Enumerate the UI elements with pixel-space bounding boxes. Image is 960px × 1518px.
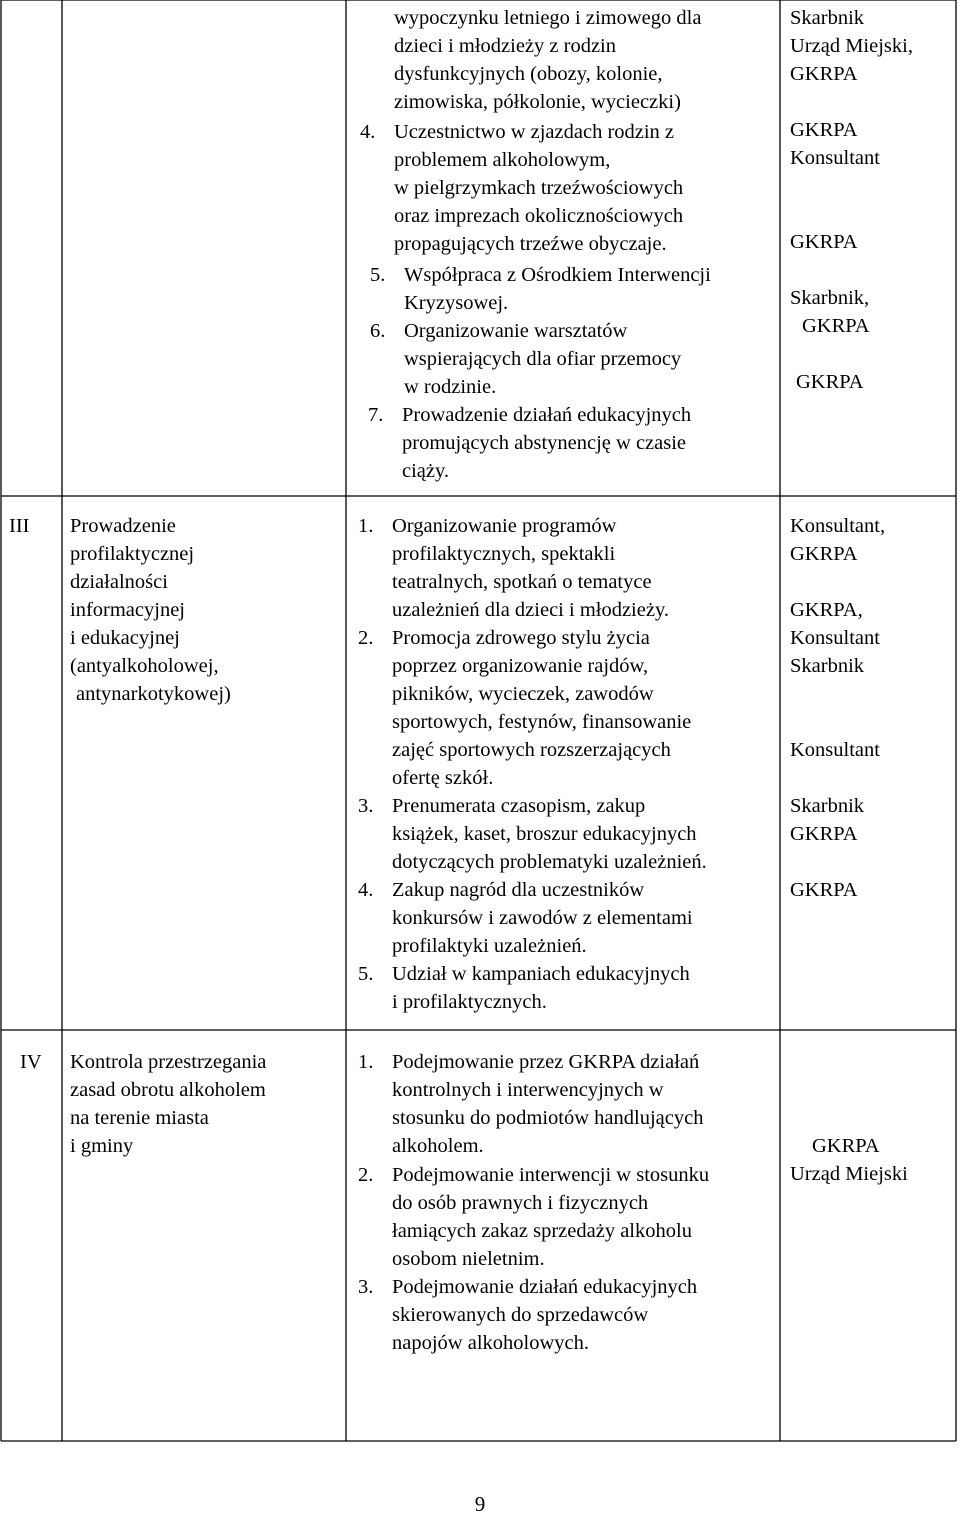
action-item [358, 792, 707, 876]
responsible-text [790, 568, 952, 596]
responsible-text: GKRPA [796, 371, 864, 393]
action-item [358, 960, 690, 1016]
item-number: 2. [358, 1164, 374, 1186]
action-text: Uczestnictwo w zjazdach rodzin z [394, 121, 675, 143]
action-text: Prowadzenie działań edukacyjnych [402, 404, 692, 426]
action-text: Podejmowanie interwencji w stosunku [392, 1164, 710, 1186]
action-text: Promocja zdrowego stylu życia [392, 627, 650, 649]
action-text: Współpraca z Ośrodkiem Interwencji [404, 264, 711, 286]
row-iii-number: III [9, 515, 30, 537]
task-text: Prowadzenie [70, 515, 176, 537]
responsible-text [790, 848, 952, 876]
action-item [358, 512, 669, 624]
action-text: kontrolnych i interwencyjnych w [392, 1079, 664, 1101]
action-text: łamiących zakaz sprzedaży alkoholu [392, 1220, 692, 1242]
item-number: 3. [358, 795, 374, 817]
action-text: skierowanych do sprzedawców [392, 1304, 649, 1326]
action-item [358, 624, 691, 792]
task-text: profilaktycznej [70, 543, 195, 565]
action-text: Podejmowanie działań edukacyjnych [392, 1276, 698, 1298]
action-item [360, 4, 701, 116]
action-text: Prenumerata czasopism, zakup [392, 795, 646, 817]
action-text: promujących abstynencję w czasie [402, 432, 687, 454]
responsible-text: Konsultant, [790, 515, 886, 537]
row-top-responsible [790, 4, 952, 396]
responsible-text: Urząd Miejski, [790, 35, 913, 57]
action-text: w rodzinie. [404, 376, 497, 398]
action-text: poprzez organizowanie rajdów, [392, 655, 649, 677]
row-iii-task [70, 512, 342, 708]
item-number: 4. [358, 879, 374, 901]
action-text: konkursów i zawodów z elementami [392, 907, 693, 929]
row-iv-responsible [790, 1048, 952, 1188]
action-text: Organizowanie warsztatów [404, 320, 628, 342]
action-text: w pielgrzymkach trzeźwościowych [394, 177, 684, 199]
action-item [368, 401, 691, 485]
task-text: działalności [70, 571, 168, 593]
action-text: oraz imprezach okolicznościowych [394, 205, 684, 227]
action-item [358, 1161, 709, 1273]
action-text: Kryzysowej. [404, 292, 509, 314]
item-number: 5. [370, 264, 386, 286]
responsible-text: Konsultant [790, 147, 880, 169]
action-text: profilaktycznych, spektakli [392, 543, 616, 565]
row-iv-number: IV [20, 1051, 42, 1073]
responsible-text [790, 764, 952, 792]
action-text: alkoholem. [392, 1135, 484, 1157]
action-text: uzależnień dla dzieci i młodzieży. [392, 599, 669, 621]
responsible-text: Konsultant [790, 627, 880, 649]
responsible-text: GKRPA [790, 119, 858, 141]
action-text: do osób prawnych i fizycznych [392, 1192, 649, 1214]
item-number: 2. [358, 627, 374, 649]
responsible-text: Skarbnik [790, 7, 865, 29]
responsible-text: GKRPA [802, 315, 870, 337]
action-text: Organizowanie programów [392, 515, 617, 537]
responsible-text [790, 708, 952, 736]
action-item [370, 261, 711, 317]
responsible-text [790, 1048, 952, 1076]
responsible-text: GKRPA [812, 1135, 880, 1157]
responsible-text: GKRPA [790, 63, 858, 85]
action-text: profilaktyki uzależnień. [392, 935, 587, 957]
action-text: problemem alkoholowym, [394, 149, 611, 171]
action-text: Podejmowanie przez GKRPA działań [392, 1051, 700, 1073]
responsible-text: GKRPA, [790, 599, 863, 621]
responsible-text: GKRPA [790, 879, 858, 901]
action-item [360, 118, 683, 258]
item-number: 7. [368, 404, 384, 426]
task-text: antynarkotykowej) [76, 683, 231, 705]
task-text: na terenie miasta [70, 1107, 209, 1129]
action-item [358, 876, 693, 960]
responsible-text: Konsultant [790, 739, 880, 761]
action-text: pikników, wycieczek, zawodów [392, 683, 654, 705]
action-text: stosunku do podmiotów handlujących [392, 1107, 704, 1129]
action-item [358, 1048, 703, 1160]
responsible-text: GKRPA [790, 823, 858, 845]
responsible-text [790, 680, 952, 708]
action-text: Zakup nagród dla uczestników [392, 879, 645, 901]
action-text: dysfunkcyjnych (obozy, kolonie, [394, 63, 663, 85]
action-item [370, 317, 681, 401]
item-number: 4. [360, 121, 376, 143]
task-text: Kontrola przestrzegania [70, 1051, 267, 1073]
responsible-text [790, 256, 952, 284]
action-text: książek, kaset, broszur edukacyjnych [392, 823, 697, 845]
task-text: zasad obrotu alkoholem [70, 1079, 266, 1101]
action-text: ciąży. [402, 460, 450, 482]
action-text: ofertę szkół. [392, 767, 494, 789]
action-text: Udział w kampaniach edukacyjnych [392, 963, 690, 985]
responsible-text [790, 200, 952, 228]
responsible-text [790, 1104, 952, 1132]
task-text: informacyjnej [70, 599, 185, 621]
action-text: zimowiska, półkolonie, wycieczki) [394, 91, 681, 113]
responsible-text [790, 88, 952, 116]
action-text: teatralnych, spotkań o tematyce [392, 571, 652, 593]
action-text: dzieci i młodzieży z rodzin [394, 35, 616, 57]
action-text: wypoczynku letniego i zimowego dla [394, 7, 702, 29]
responsible-text: Skarbnik [790, 795, 865, 817]
responsible-text: Skarbnik, [790, 287, 870, 309]
action-text: i profilaktycznych. [392, 991, 547, 1013]
row-iii-responsible [790, 512, 952, 904]
action-text: dotyczących problematyki uzależnień. [392, 851, 707, 873]
action-item [358, 1273, 697, 1357]
item-number: 3. [358, 1276, 374, 1298]
item-number: 6. [370, 320, 386, 342]
item-number: 1. [358, 1051, 374, 1073]
responsible-text: GKRPA [790, 231, 858, 253]
responsible-text: Skarbnik [790, 655, 865, 677]
action-text: napojów alkoholowych. [392, 1332, 589, 1354]
responsible-text [790, 1076, 952, 1104]
task-text: i gminy [70, 1135, 134, 1157]
action-text: zajęć sportowych rozszerzających [392, 739, 671, 761]
responsible-text: Urząd Miejski [790, 1163, 908, 1185]
action-text: wspierających dla ofiar przemocy [404, 348, 682, 370]
task-text: i edukacyjnej [70, 627, 180, 649]
responsible-text: GKRPA [790, 543, 858, 565]
responsible-text [790, 340, 952, 368]
task-text: (antyalkoholowej, [70, 655, 219, 677]
row-iv-task [70, 1048, 342, 1160]
item-number: 5. [358, 963, 374, 985]
action-text: sportowych, festynów, finansowanie [392, 711, 692, 733]
action-text: osobom nieletnim. [392, 1248, 545, 1270]
action-text: propagujących trzeźwe obyczaje. [394, 233, 667, 255]
item-number: 1. [358, 515, 374, 537]
page-number: 9 [474, 1492, 486, 1516]
responsible-text [790, 172, 952, 200]
